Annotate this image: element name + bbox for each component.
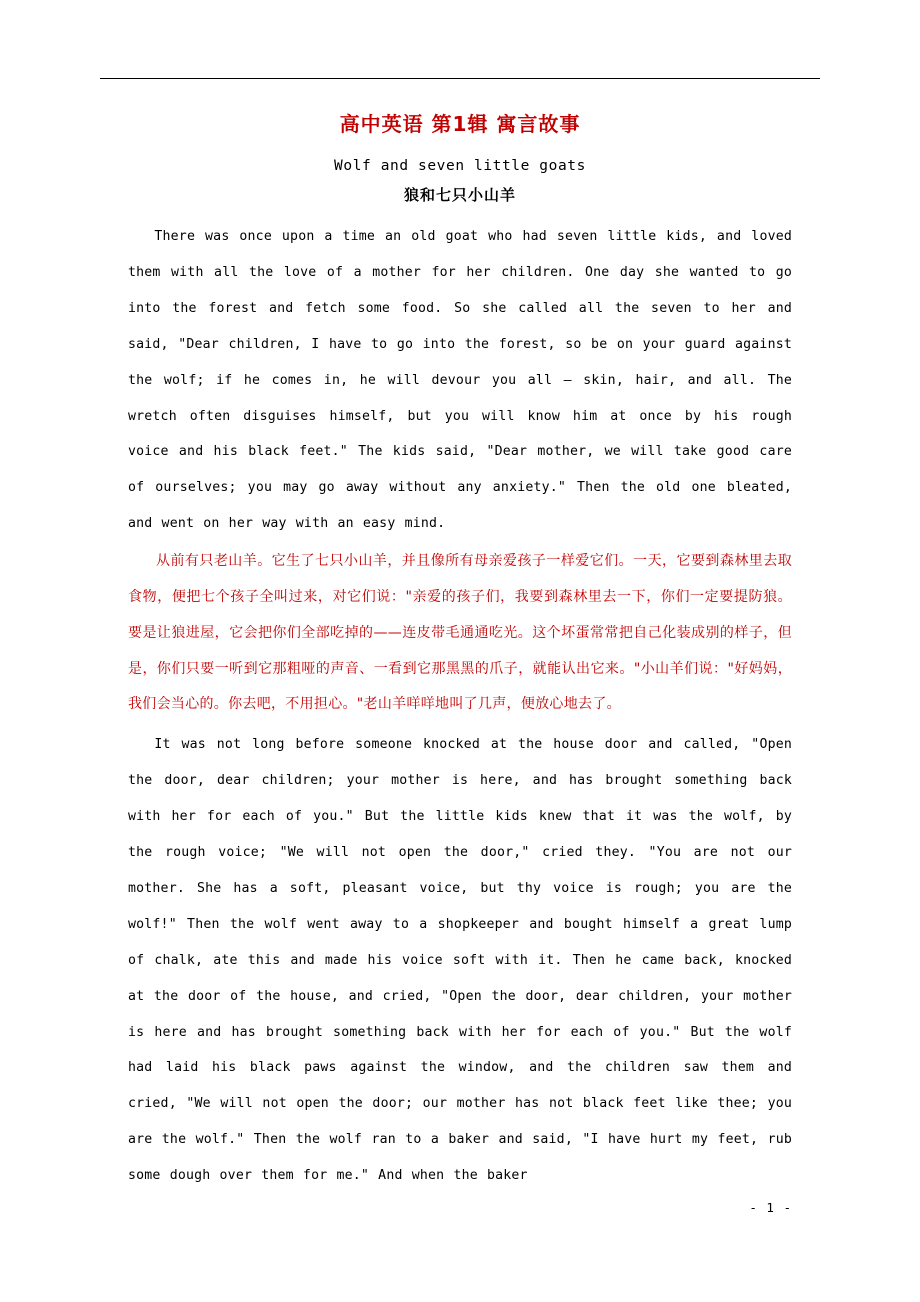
page-title: 高中英语 第1辑 寓言故事 (339, 112, 581, 136)
page-number: - 1 - (749, 1200, 792, 1215)
paragraph-english-1: There was once upon a time an old goat who had seven little kids, and loved them with all the love of a mother for her children. One day she wanted to go into the forest and fetch some food. So she called all the seven to her and said, "Dear children, I have to go into the forest, so be on your guard against the wolf; if he comes in, he will devour you all — skin, hair, and all. The wretch often disguises himself, but you will know him at once by his rough voice and his black feet." The kids said, "Dear mother, we will take good care of ourselves; you may go away without any anxiety." Then the old one bleated, and went on her way with an easy mind. (128, 229, 792, 532)
paragraph-chinese-1: 从前有只老山羊。它生了七只小山羊，并且像所有母亲爱孩子一样爱它们。一天，它要到森林里去取食物，便把七个孩子全叫过来，对它们说："亲爱的孩子们，我要到森林里去一下，你们一定要提防狼。要是让狼进屋，它会把你们全部吃掉的——连皮带毛通通吃光。这个坏蛋常常把自己化装成别的样子，但是，你们只要一听到它那粗哑的声音、一看到它那黑黑的爪子，就能认出它来。"小山羊们说："好妈妈，我们会当心的。你去吧，不用担心。"老山羊咩咩地叫了几声，便放心地去了。 (128, 553, 792, 713)
paragraph-english-2: It was not long before someone knocked at the house door and called, "Open the door, dear children; your mother is here, and has brought something back with her for each of you." But the little kids knew that it was the wolf, by the rough voice; "We will not open the door," cried they. "You are not our mother. She has a soft, pleasant voice, but thy voice is rough; you are the wolf!" Then the wolf went away to a shopkeeper and bought himself a great lump of chalk, ate this and made his voice soft with it. Then he came back, knocked at the door of the house, and cried, "Open the door, dear children, your mother is here and has brought something back with her for each of you." But the wolf had laid his black paws against the window, and the children saw them and cried, "We will not open the door; our mother has not black feet like thee; you are the wolf." Then the wolf ran to a baker and said, "I have hurt my feet, rub some dough over them for me." And when the baker (128, 737, 792, 1184)
document-content (128, 110, 792, 1196)
story-title-chinese: 狼和七只小山羊 (403, 186, 516, 204)
header-rule (100, 78, 820, 79)
story-title-english: Wolf and seven little goats (334, 158, 586, 174)
